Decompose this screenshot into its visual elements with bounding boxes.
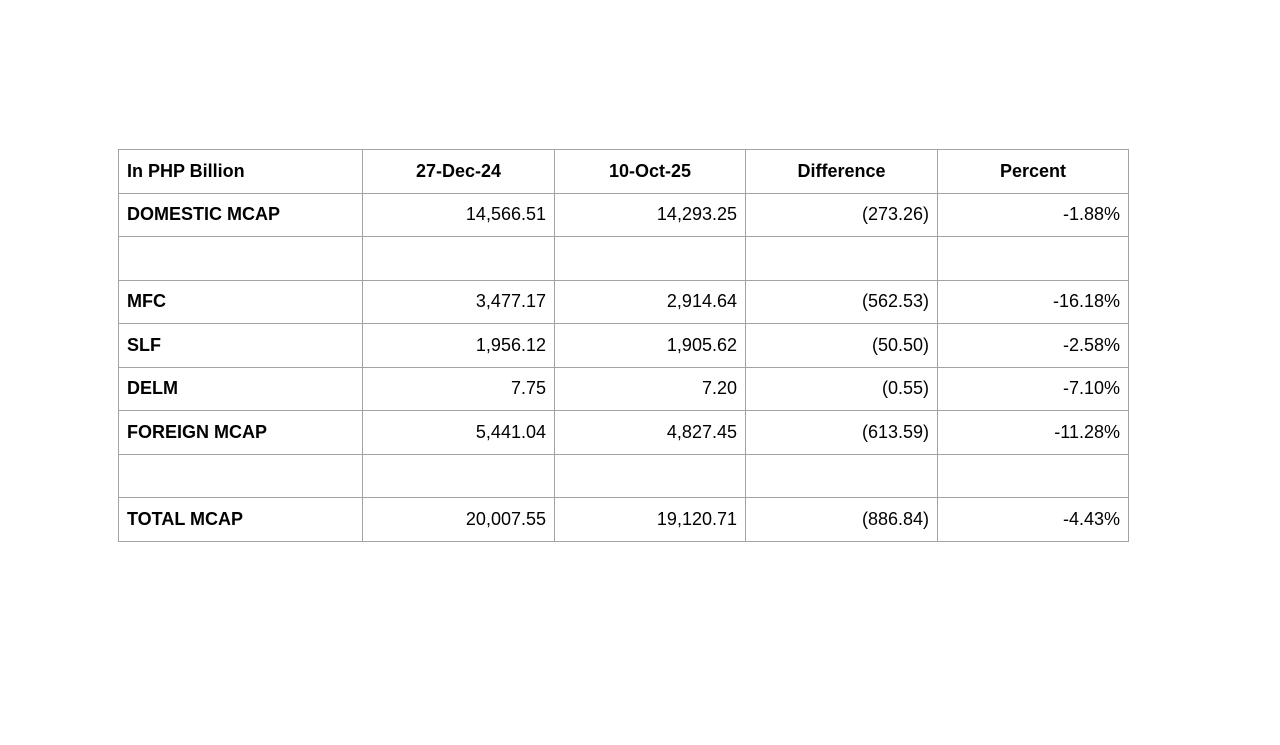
cell-value: -16.18% [938,280,1129,324]
table-row [119,280,1129,324]
table-row [119,411,1129,455]
cell-value: (0.55) [746,367,938,411]
table-row [119,193,1129,237]
table-row [119,367,1129,411]
cell-value [555,237,746,281]
table-row [119,324,1129,368]
cell-value: -11.28% [938,411,1129,455]
cell-value [746,454,938,498]
cell-value: (50.50) [746,324,938,368]
cell-value: 1,956.12 [363,324,555,368]
cell-value: (562.53) [746,280,938,324]
table-row-empty [119,454,1129,498]
cell-value: 19,120.71 [555,498,746,542]
cell-value: 2,914.64 [555,280,746,324]
column-header: 27-Dec-24 [363,150,555,194]
header-row [119,150,1129,194]
cell-value: 14,293.25 [555,193,746,237]
cell-value: 5,441.04 [363,411,555,455]
column-header: 10-Oct-25 [555,150,746,194]
column-header: In PHP Billion [119,150,363,194]
column-header: Percent [938,150,1129,194]
cell-value: -4.43% [938,498,1129,542]
row-label: DOMESTIC MCAP [119,193,363,237]
cell-value: 3,477.17 [363,280,555,324]
table-body [119,193,1129,541]
row-label: SLF [119,324,363,368]
row-label [119,454,363,498]
column-header: Difference [746,150,938,194]
cell-value: 4,827.45 [555,411,746,455]
cell-value: (886.84) [746,498,938,542]
cell-value: 20,007.55 [363,498,555,542]
cell-value: 14,566.51 [363,193,555,237]
row-label: FOREIGN MCAP [119,411,363,455]
cell-value [363,454,555,498]
mcap-table [118,149,1129,542]
row-label: DELM [119,367,363,411]
cell-value [555,454,746,498]
cell-value [746,237,938,281]
row-label: TOTAL MCAP [119,498,363,542]
cell-value: -7.10% [938,367,1129,411]
cell-value [938,237,1129,281]
cell-value [938,454,1129,498]
cell-value: (273.26) [746,193,938,237]
cell-value: -2.58% [938,324,1129,368]
row-label: MFC [119,280,363,324]
cell-value: 7.75 [363,367,555,411]
cell-value: 7.20 [555,367,746,411]
table-row-empty [119,237,1129,281]
row-label [119,237,363,281]
cell-value: 1,905.62 [555,324,746,368]
cell-value: -1.88% [938,193,1129,237]
table-row [119,498,1129,542]
cell-value [363,237,555,281]
cell-value: (613.59) [746,411,938,455]
